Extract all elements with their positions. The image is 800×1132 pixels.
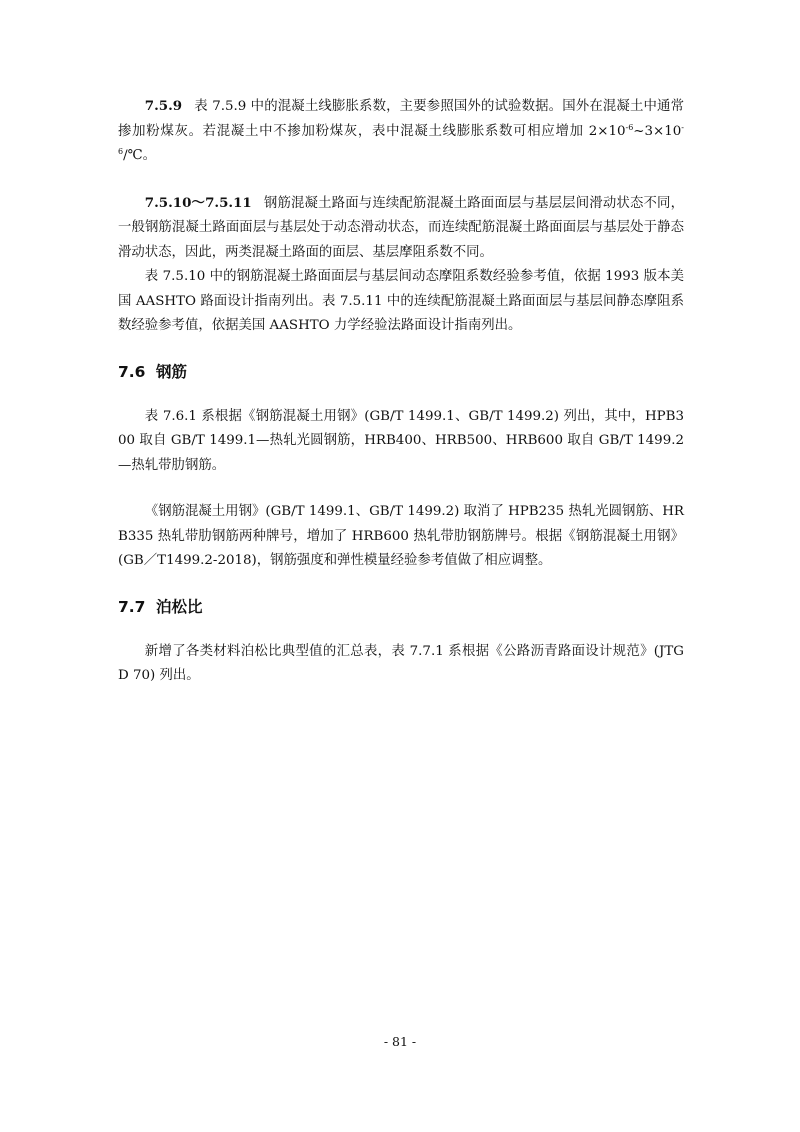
exponent: -6 — [625, 122, 634, 132]
section-heading-7-6 — [118, 359, 684, 385]
section-heading-7-7 — [118, 594, 684, 620]
clause-paragraph: 《钢筋混凝土用钢》(GB/T 1499.1、GB/T 1499.2) 取消了 HPB235 热轧光圆钢筋、HRB335 热轧带肋钢筋两种牌号，增加了 HRB600 热轧带肋钢筋牌号。根据《钢筋混凝土用钢》(GB／T1499.2-2018)，钢筋强度和弹性模量经验参考值做了相应调整。 — [118, 504, 684, 568]
clause-number: 7.5.10～7.5.11 — [144, 194, 252, 211]
page-number: - 81 - — [383, 1034, 417, 1049]
clause-paragraph: 表 7.5.10 中的钢筋混凝土路面面层与基层间动态摩阻系数经验参考值，依据 1993 版本美国 AASHTO 路面设计指南列出。表 7.5.11 中的连续配筋混凝土路面面层与基层间静态摩阻系数经验参考值，依据美国 AASHTO 力学经验法路面设计指南列出。 — [118, 269, 684, 333]
clause-7-5-9 — [118, 94, 684, 169]
section-number: 7.6 — [118, 362, 146, 381]
clause-paragraph: 表 7.6.1 系根据《钢筋混凝土用钢》(GB/T 1499.1、GB/T 1499.2) 列出，其中，HPB300 取自 GB/T 1499.1—热轧光圆钢筋，HRB400、HRB500、HRB600 取自 GB/T 1499.2—热轧带肋钢筋。 — [118, 408, 684, 473]
section-title: 泊松比 — [156, 597, 203, 616]
clause-text: ~3×10 — [633, 123, 682, 139]
clause-paragraph: 新增了各类材料泊松比典型值的汇总表，表 7.7.1 系根据《公路沥青路面设计规范》(JTG D 70) 列出。 — [118, 643, 684, 683]
section-number: 7.7 — [118, 597, 146, 616]
section-title: 钢筋 — [156, 362, 188, 381]
clause-text: 钢筋混凝土路面与连续配筋混凝土路面面层与基层层间滑动状态不同，一般钢筋混凝土路面面层与基层处于动态滑动状态，而连续配筋混凝土路面面层与基层处于静态滑动状态，因此，两类混凝土路面的面层、基层摩阻系数不同。 — [118, 195, 685, 260]
clause-number: 7.5.9 — [144, 98, 183, 114]
clause-text: /℃。 — [123, 148, 156, 163]
exponent: -6 — [118, 122, 684, 156]
clause-text: 表 7.5.9 中的混凝土线膨胀系数，主要参照国外的试验数据。国外在混凝土中通常掺加粉煤灰。若混凝土中不掺加粉煤灰，表中混凝土线膨胀系数可相应增加 2×10 — [118, 99, 684, 139]
clause-7-5-10 — [118, 191, 684, 266]
document-page — [118, 94, 684, 689]
